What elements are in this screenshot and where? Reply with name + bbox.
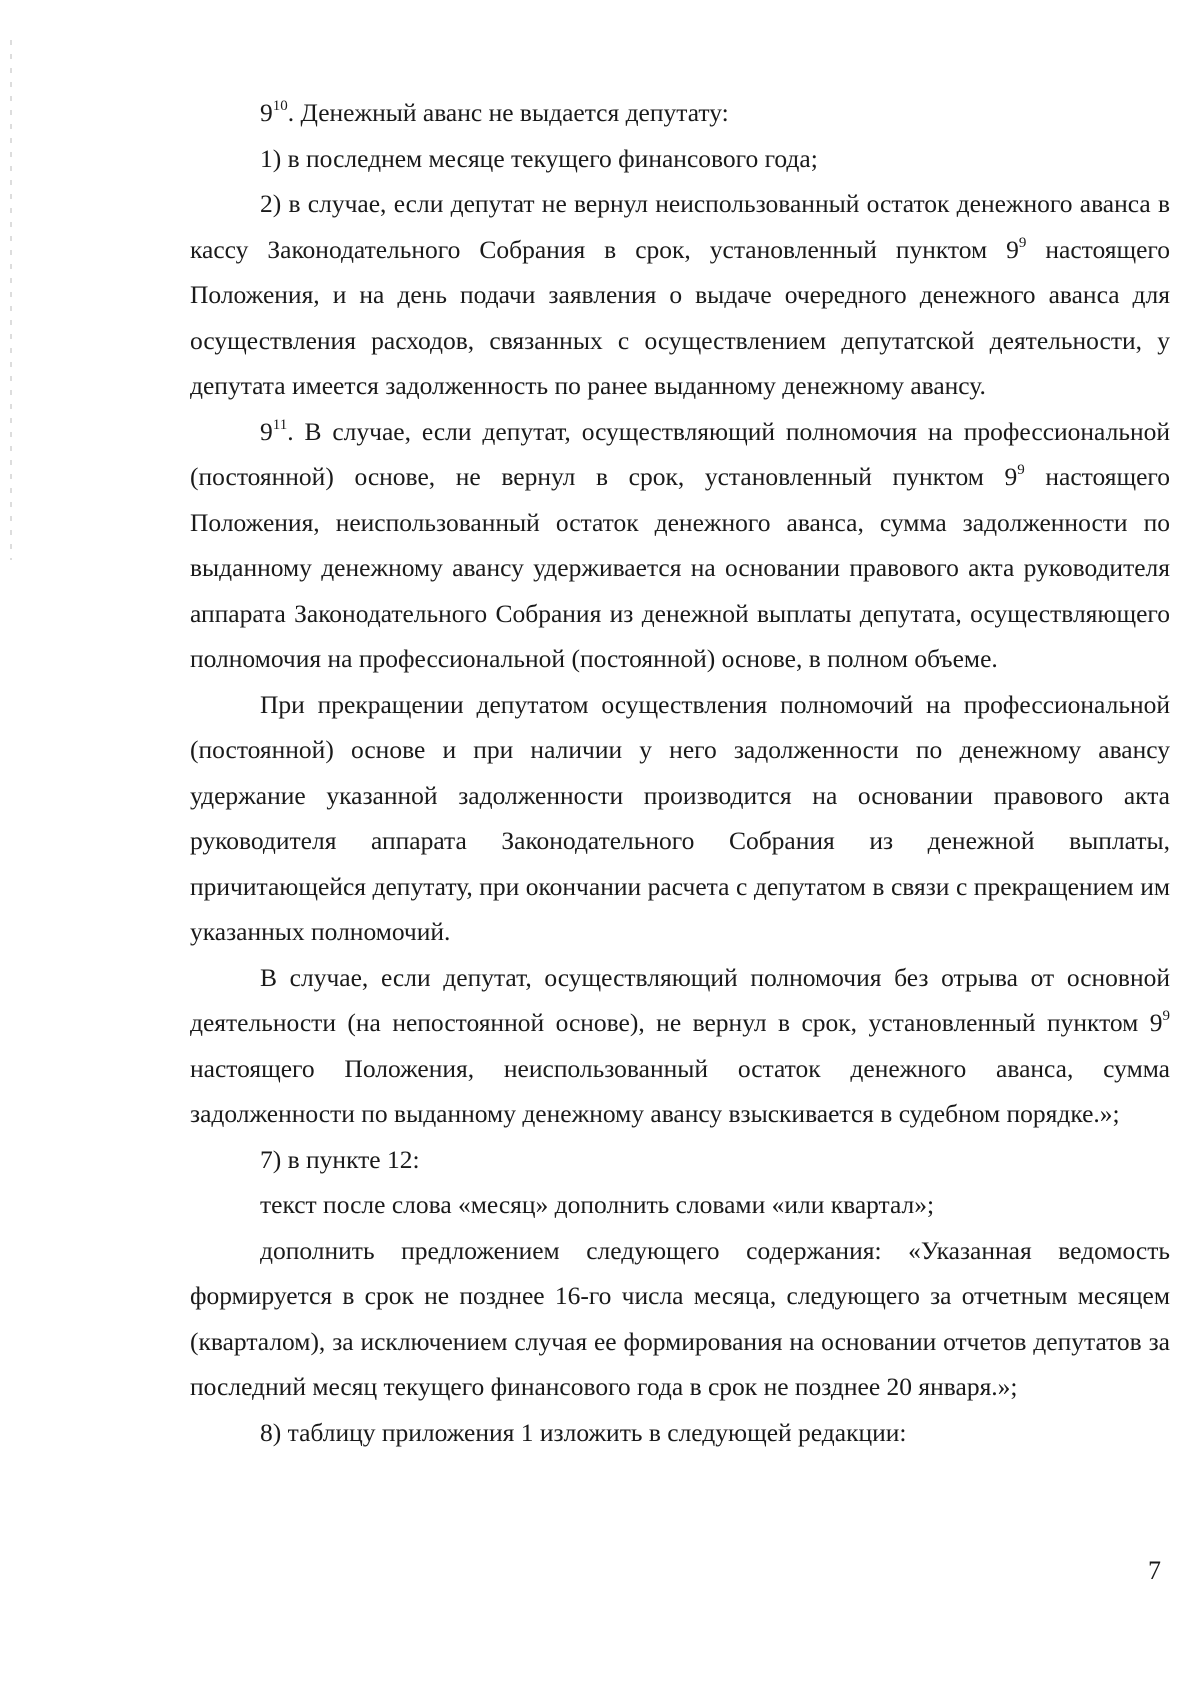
paragraph-item-7: 7) в пункте 12: (260, 1144, 420, 1174)
paragraph-9-11: $9^{11}$. В случае, если депутат, осуществляющий полномочия на профессиональной (постоянной) основе, не вернул в срок, установленный пунктом $9^9$ настоящего Положения, неиспользованный остаток денежного аванса, сумма задолженности по выданному денежному авансу удерживается на основании правового акта руководителя аппарата Законодательного Собрания из денежной выплаты депутата, осуществляющего полномочия на профессиональной (постоянной) основе, в полном объеме. (190, 416, 1170, 673)
scan-artifact (10, 40, 12, 560)
paragraph-item-1: 1) в последнем месяце текущего финансового года; (260, 143, 818, 173)
document-body (190, 90, 1170, 1455)
paragraph-non-permanent: В случае, если депутат, осуществляющий полномочия без отрыва от основной деятельности (на непостоянной основе), не вернул в срок, установленный пунктом $9^9$ настоящего Положения, неиспользованный остаток денежного аванса, сумма задолженности по выданному денежному авансу взыскивается в судебном порядке.»; (190, 962, 1170, 1128)
paragraph-termination: При прекращении депутатом осуществления полномочий на профессиональной (постоянной) основе и при наличии у него задолженности по денежному авансу удержание указанной задолженности производится на основании правового акта руководителя аппарата Законодательного Собрания из денежной выплаты, причитающейся депутату, при окончании расчета с депутатом в связи с прекращением им указанных полномочий. (190, 689, 1170, 946)
paragraph-item-8: 8) таблицу приложения 1 изложить в следующей редакции: (260, 1417, 907, 1447)
paragraph-9-10: $9^{10}$. Денежный аванс не выдается депутату: (260, 98, 729, 127)
paragraph-item-2: 2) в случае, если депутат не вернул неиспользованный остаток денежного аванса в кассу Законодательного Собрания в срок, установленный пунктом $9^9$ настоящего Положения, и на день подачи заявления о выдаче очередного денежного аванса для осуществления расходов, связанных с осуществлением депутатской деятельности, у депутата имеется задолженность по ранее выданному денежному авансу. (190, 189, 1170, 400)
page-number: 7 (1148, 1556, 1161, 1585)
paragraph-item-7-text: текст после слова «месяц» дополнить словами «или квартал»; (260, 1190, 935, 1219)
paragraph-item-7-addition: дополнить предложением следующего содержания: «Указанная ведомость формируется в срок не позднее 16-го числа месяца, следующего за отчетным месяцем (кварталом), за исключением случая ее формирования на основании отчетов депутатов за последний месяц текущего финансового года в срок не позднее 20 января.»; (190, 1235, 1170, 1401)
